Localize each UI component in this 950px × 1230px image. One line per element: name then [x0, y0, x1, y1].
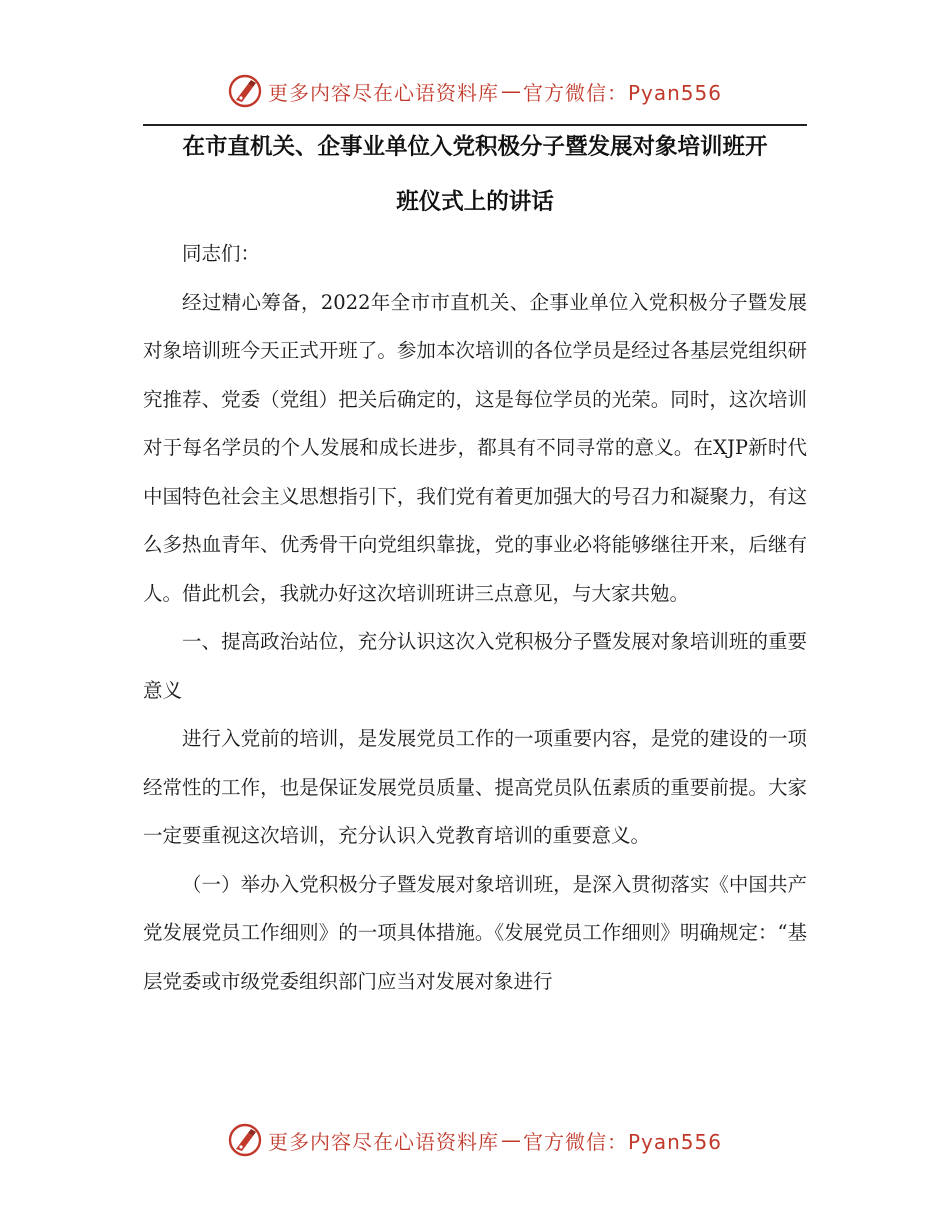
subsection-1: （一）举办入党积极分子暨发展对象培训班，是深入贯彻落实《中国共产党发展党员工作细则》的一项具体措施。《发展党员工作细则》明确规定：“基层党委或市级党委组织部门应当对发展对象进行 [143, 872, 807, 993]
footer-banner [0, 1117, 950, 1163]
footer-slogan: 更多内容尽在心语资料库 [267, 1129, 499, 1154]
header-divider [143, 124, 807, 126]
pen-nib-logo-icon [228, 74, 262, 108]
paragraph-training: 进行入党前的培训，是发展党员工作的一项重要内容，是党的建设的一项经常性的工作，也是保证发展党员质量、提高党员队伍素质的重要前提。大家一定要重视这次培训，充分认识入党教育培训的重要意义。 [143, 727, 807, 847]
paragraph-intro: 经过精心筹备，2022年全市市直机关、企事业单位入党积极分子暨发展对象培训班今天正式开班了。参加本次培训的各位学员是经过各基层党组织研究推荐、党委（党组）把关后确定的，这是每位学员的光荣。同时，这次培训对于每名学员的个人发展和成长进步，都具有不同寻常的意义。在XJP新时代中国特色社会主义思想指引下，我们党有着更加强大的号召力和凝聚力，有这么多热血青年、优秀骨干向党组织靠拢，党的事业必将能够继往开来，后继有人。借此机会，我就办好这次培训班讲三点意见，与大家共勉。 [143, 290, 807, 605]
banner-contact: 官方微信：Pyan556 [522, 80, 722, 105]
pen-nib-logo-icon [228, 1123, 262, 1157]
footer-contact: 官方微信：Pyan556 [522, 1129, 722, 1154]
greeting: 同志们： [182, 242, 261, 265]
banner-separator: — [500, 79, 521, 103]
document-body [143, 230, 807, 1006]
document-title-line-1: 在市直机关、企事业单位入党积极分子暨发展对象培训班开 [182, 134, 768, 160]
banner-slogan: 更多内容尽在心语资料库 [267, 80, 499, 105]
footer-separator: — [500, 1128, 521, 1152]
document-title-line-2: 班仪式上的讲话 [396, 189, 554, 215]
header-banner [0, 68, 950, 114]
section-heading-1: 一、提高政治站位，充分认识这次入党积极分子暨发展对象培训班的重要意义 [143, 630, 807, 702]
